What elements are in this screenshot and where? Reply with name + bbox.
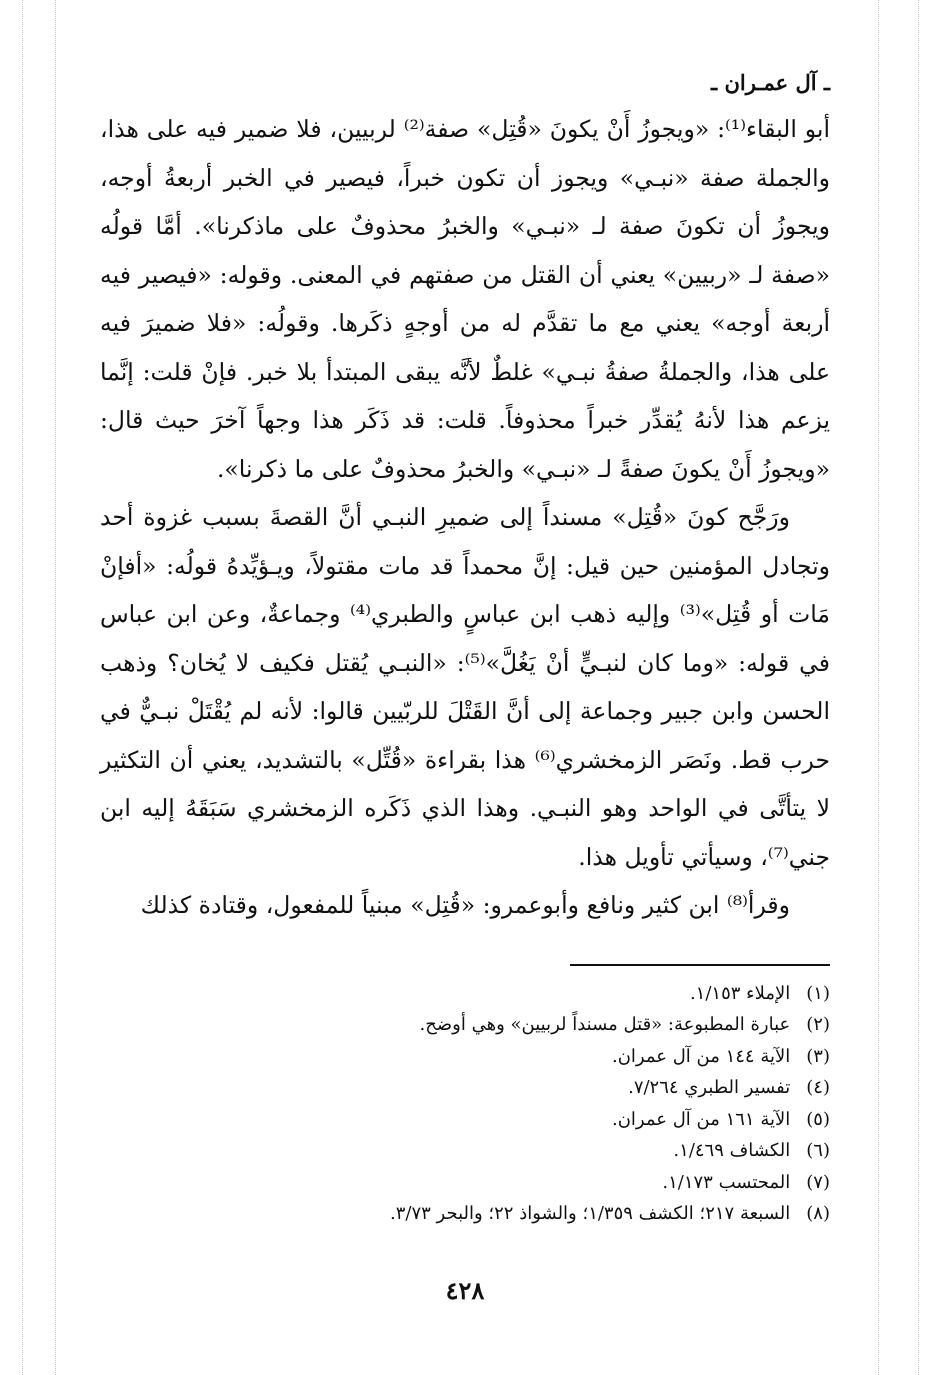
paragraph: أبو البقاء⁽¹⁾: «ويجوزُ أَنْ يكونَ «قُتِل» صفة⁽²⁾ لربيين، فلا ضمير فيه على هذا، والجملة صفة «نبـي» ويجوز أن تكون خبراً، فيصير في الخبر أربعةُ أوجه، ويجوزُ أن تكونَ صفة لـ «نبـي» والخبرُ محذوفٌ على ماذكرنا». أمَّا قولُه «صفة لـ «ربيين» يعني أن القتل من صفتهم في المعنى. وقوله: «فيصير فيه أربعة أوجه» يعني مع ما تقدَّم له من أوجهٍ ذكَرها. وقولُه: «فلا ضميرَ فيه على هذا، والجملةُ صفةُ نبـي» غلطٌ لأنَّه يبقى المبتدأ بلا خبر. فإنْ قلت: إنَّما يزعم هذا لأنهُ يُقدِّر خبراً محذوفاً. قلت: قد ذَكَر هذا وجهاً آخرَ حيث قال: «ويجوزُ أَنْ يكونَ صفةً لـ «نبـي» والخبرُ محذوفٌ على ما ذكرنا». (100, 115, 830, 483)
footnote (100, 1009, 830, 1041)
footnote (100, 1198, 830, 1230)
footnote (100, 1104, 830, 1136)
footnote (100, 1135, 830, 1167)
crop-guide-line (22, 0, 23, 1375)
footnote-number: (٤) (806, 1077, 830, 1098)
main-text (100, 105, 830, 930)
running-head: ـ آل عمـران ـ (711, 70, 830, 95)
footnote (100, 1072, 830, 1104)
footnote-separator (570, 964, 830, 966)
footnote-number: (٦) (806, 1140, 830, 1161)
crop-guide-line (918, 0, 919, 1375)
footnote-text: المحتسب ١/١٧٣. (662, 1171, 791, 1193)
paragraph: وقرأ⁽⁸⁾ ابن كثير ونافع وأبوعمرو: «قُتِل» مبنياً للمفعول، وقتادة كذلك (140, 891, 790, 919)
footnote-number: (٨) (806, 1203, 830, 1224)
footnote-text: الإملاء ١/١٥٣. (689, 982, 791, 1004)
footnote (100, 1167, 830, 1199)
crop-guide-line (878, 0, 879, 1375)
footnote-number: (٧) (806, 1171, 830, 1193)
footnote-number: (٥) (806, 1108, 830, 1130)
page-number: ٤٢٨ (445, 1276, 485, 1305)
footnote-number: (٣) (806, 1045, 830, 1067)
book-page (100, 58, 830, 1328)
footnote-text: تفسير الطبري ٧/٢٦٤. (628, 1077, 791, 1098)
footnote-text: الكشاف ١/٤٦٩. (673, 1140, 791, 1161)
crop-guide-line (55, 0, 56, 1375)
footnote (100, 1041, 830, 1073)
footnotes-list (100, 978, 830, 1230)
footnote-text: الآية ١٤٤ من آل عمران. (611, 1045, 791, 1067)
footnote-number: (٢) (806, 1014, 830, 1035)
footnote (100, 978, 830, 1010)
footnote-text: عبارة المطبوعة: «قتل مسنداً لربيين» وهي أوضح. (419, 1014, 791, 1035)
footnote-text: الآية ١٦١ من آل عمران. (611, 1108, 791, 1130)
footnote-number: (١) (806, 982, 830, 1004)
paragraph: ورَجَّح كونَ «قُتِل» مسنداً إلى ضميرِ النبـي أنَّ القصةَ بسبب غزوة أحد وتجادل المؤمنين حين قيل: إنَّ محمداً قد مات مقتولاً، ويـؤيِّدهُ قولُه: «أفإنْ مَات أو قُتِل»⁽³⁾ وإليه ذهب ابن عباسٍ والطبري⁽⁴⁾ وجماعةٌ، وعن ابن عباس في قوله: «وما كان لنبـيٍّ أنْ يَغُلَّ»⁽⁵⁾: «النبـي يُقتل فكيف لا يُخان؟ وذهب الحسن وابن جبير وجماعة إلى أنَّ القَتْلَ للربّيين قالوا: لأنه لم يُقْتَلْ نبـيٌّ في حرب قط. ونَصَر الزمخشري⁽⁶⁾ هذا بقراءة «قُتِّل» بالتشديد، يعني أن التكثير لا يتأتَّى في الواحد وهو النبـي. وهذا الذي ذَكَره الزمخشري سَبَقَهُ إليه ابن جني⁽⁷⁾، وسيأتي تأويل هذا. (100, 503, 830, 871)
footnote-text: السبعة ٢١٧؛ الكشف ١/٣٥٩؛ والشواذ ٢٢؛ والبحر ٣/٧٣. (389, 1203, 791, 1224)
